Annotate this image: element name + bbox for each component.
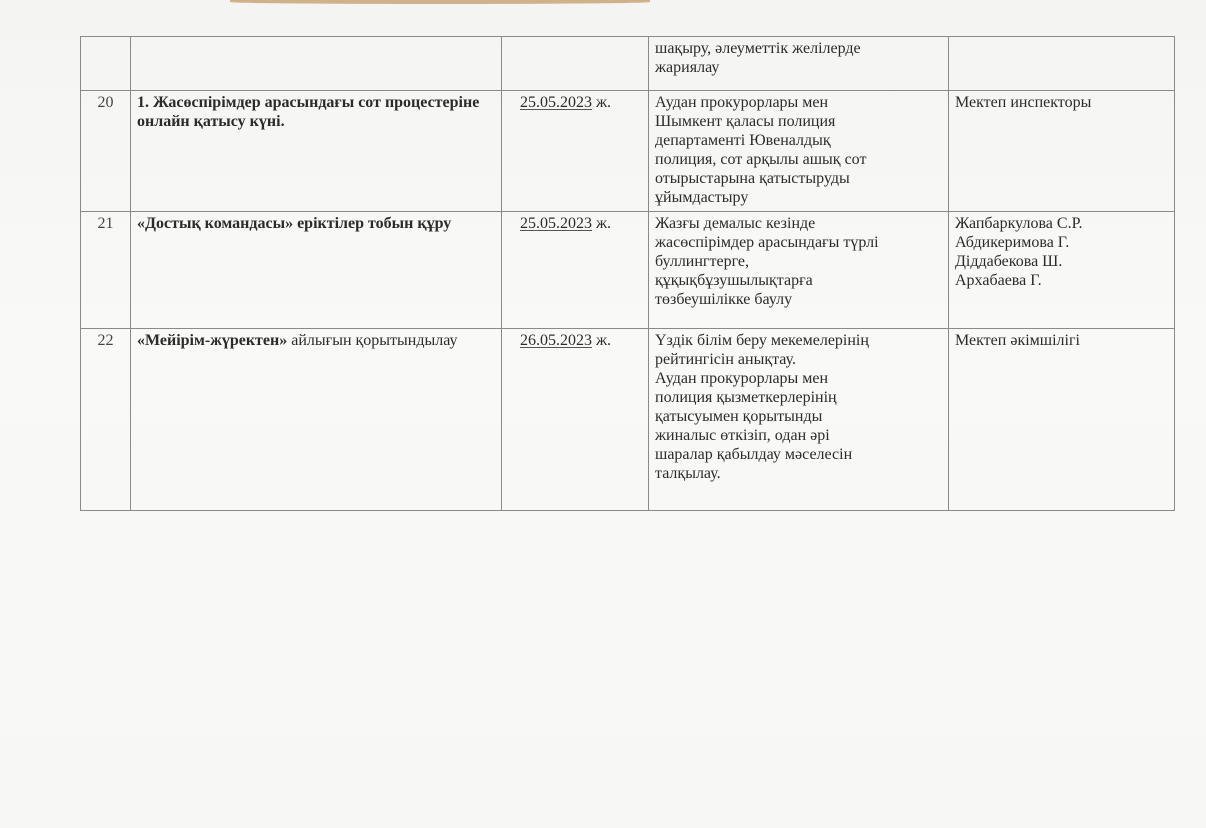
responsible-person: Мектеп инспекторы (955, 94, 1092, 111)
description-line: полиция қызметкерлерінің (655, 389, 837, 406)
cell-responsible (949, 212, 1175, 329)
event-title: «Мейірім-жүректен» (137, 332, 288, 349)
description-line: төзбеушілікке баулу (655, 291, 793, 308)
event-date: 26.05.2023 (520, 332, 592, 349)
description-line: талқылау. (655, 465, 721, 482)
cell-event (131, 91, 502, 212)
description-line: жариялау (655, 59, 720, 76)
row-number: 21 (81, 212, 131, 329)
cell-description (649, 329, 949, 511)
row-number: 20 (81, 91, 131, 212)
cell-responsible (949, 329, 1175, 511)
event-title-rest: айлығын қорытындылау (287, 332, 458, 349)
description-line: буллингтерге, (655, 253, 750, 270)
description-line: шаралар қабылдау мәселесін (655, 446, 853, 463)
row-number: 22 (81, 329, 131, 511)
description-line: қатысуымен қорытынды (655, 408, 823, 425)
description-line: отырыстарына қатыстыруды (655, 170, 850, 187)
date-suffix: ж. (592, 94, 612, 111)
cell-number (81, 37, 131, 91)
description-line: ұйымдастыру (655, 189, 749, 206)
date-suffix: ж. (592, 332, 612, 349)
responsible-person: Діддабекова Ш. (955, 253, 1063, 270)
responsible-person: Жапбаркулова С.Р. (955, 215, 1083, 232)
table-row (81, 91, 1175, 212)
description-line: Аудан прокурорлары мен (655, 370, 829, 387)
cell-date (502, 329, 649, 511)
description-line: шақыру, әлеуметтік желілерде (655, 40, 861, 57)
cell-description (649, 37, 949, 91)
date-suffix: ж. (592, 215, 612, 232)
table-row (81, 212, 1175, 329)
cell-event (131, 329, 502, 511)
event-title: 1. Жасөспірімдер арасындағы сот процестеріне онлайн қатысу күні. (137, 94, 480, 130)
cell-responsible (949, 37, 1175, 91)
event-title: «Достық командасы» еріктілер тобын құру (137, 215, 452, 232)
table-row (81, 329, 1175, 511)
description-line: жасөспірімдер арасындағы түрлі (655, 234, 879, 251)
description-line: Аудан прокурорлары мен (655, 94, 829, 111)
cell-date (502, 212, 649, 329)
description-line: құқықбұзушылықтарға (655, 272, 813, 289)
responsible-person: Архабаева Г. (955, 272, 1042, 289)
event-plan-table (80, 36, 1175, 511)
description-line: Шымкент қаласы полиция (655, 113, 836, 130)
event-date: 25.05.2023 (520, 94, 592, 111)
description-line: департаменті Ювеналдық (655, 132, 831, 149)
description-line: Жазғы демалыс кезінде (655, 215, 816, 232)
event-date: 25.05.2023 (520, 215, 592, 232)
responsible-person: Абдикеримова Г. (955, 234, 1070, 251)
responsible-person: Мектеп әкімшілігі (955, 332, 1080, 349)
description-line: Үздік білім беру мекемелерінің (655, 332, 869, 349)
cell-description (649, 212, 949, 329)
cell-responsible (949, 91, 1175, 212)
cell-date (502, 37, 649, 91)
description-line: полиция, сот арқылы ашық сот (655, 151, 867, 168)
description-line: рейтингісін анықтау. (655, 351, 796, 368)
cell-date (502, 91, 649, 212)
cell-event (131, 212, 502, 329)
table-row-continuation (81, 37, 1175, 91)
page-edge-shadow (230, 0, 650, 4)
cell-event (131, 37, 502, 91)
description-line: жиналыс өткізіп, одан әрі (655, 427, 830, 444)
cell-description (649, 91, 949, 212)
